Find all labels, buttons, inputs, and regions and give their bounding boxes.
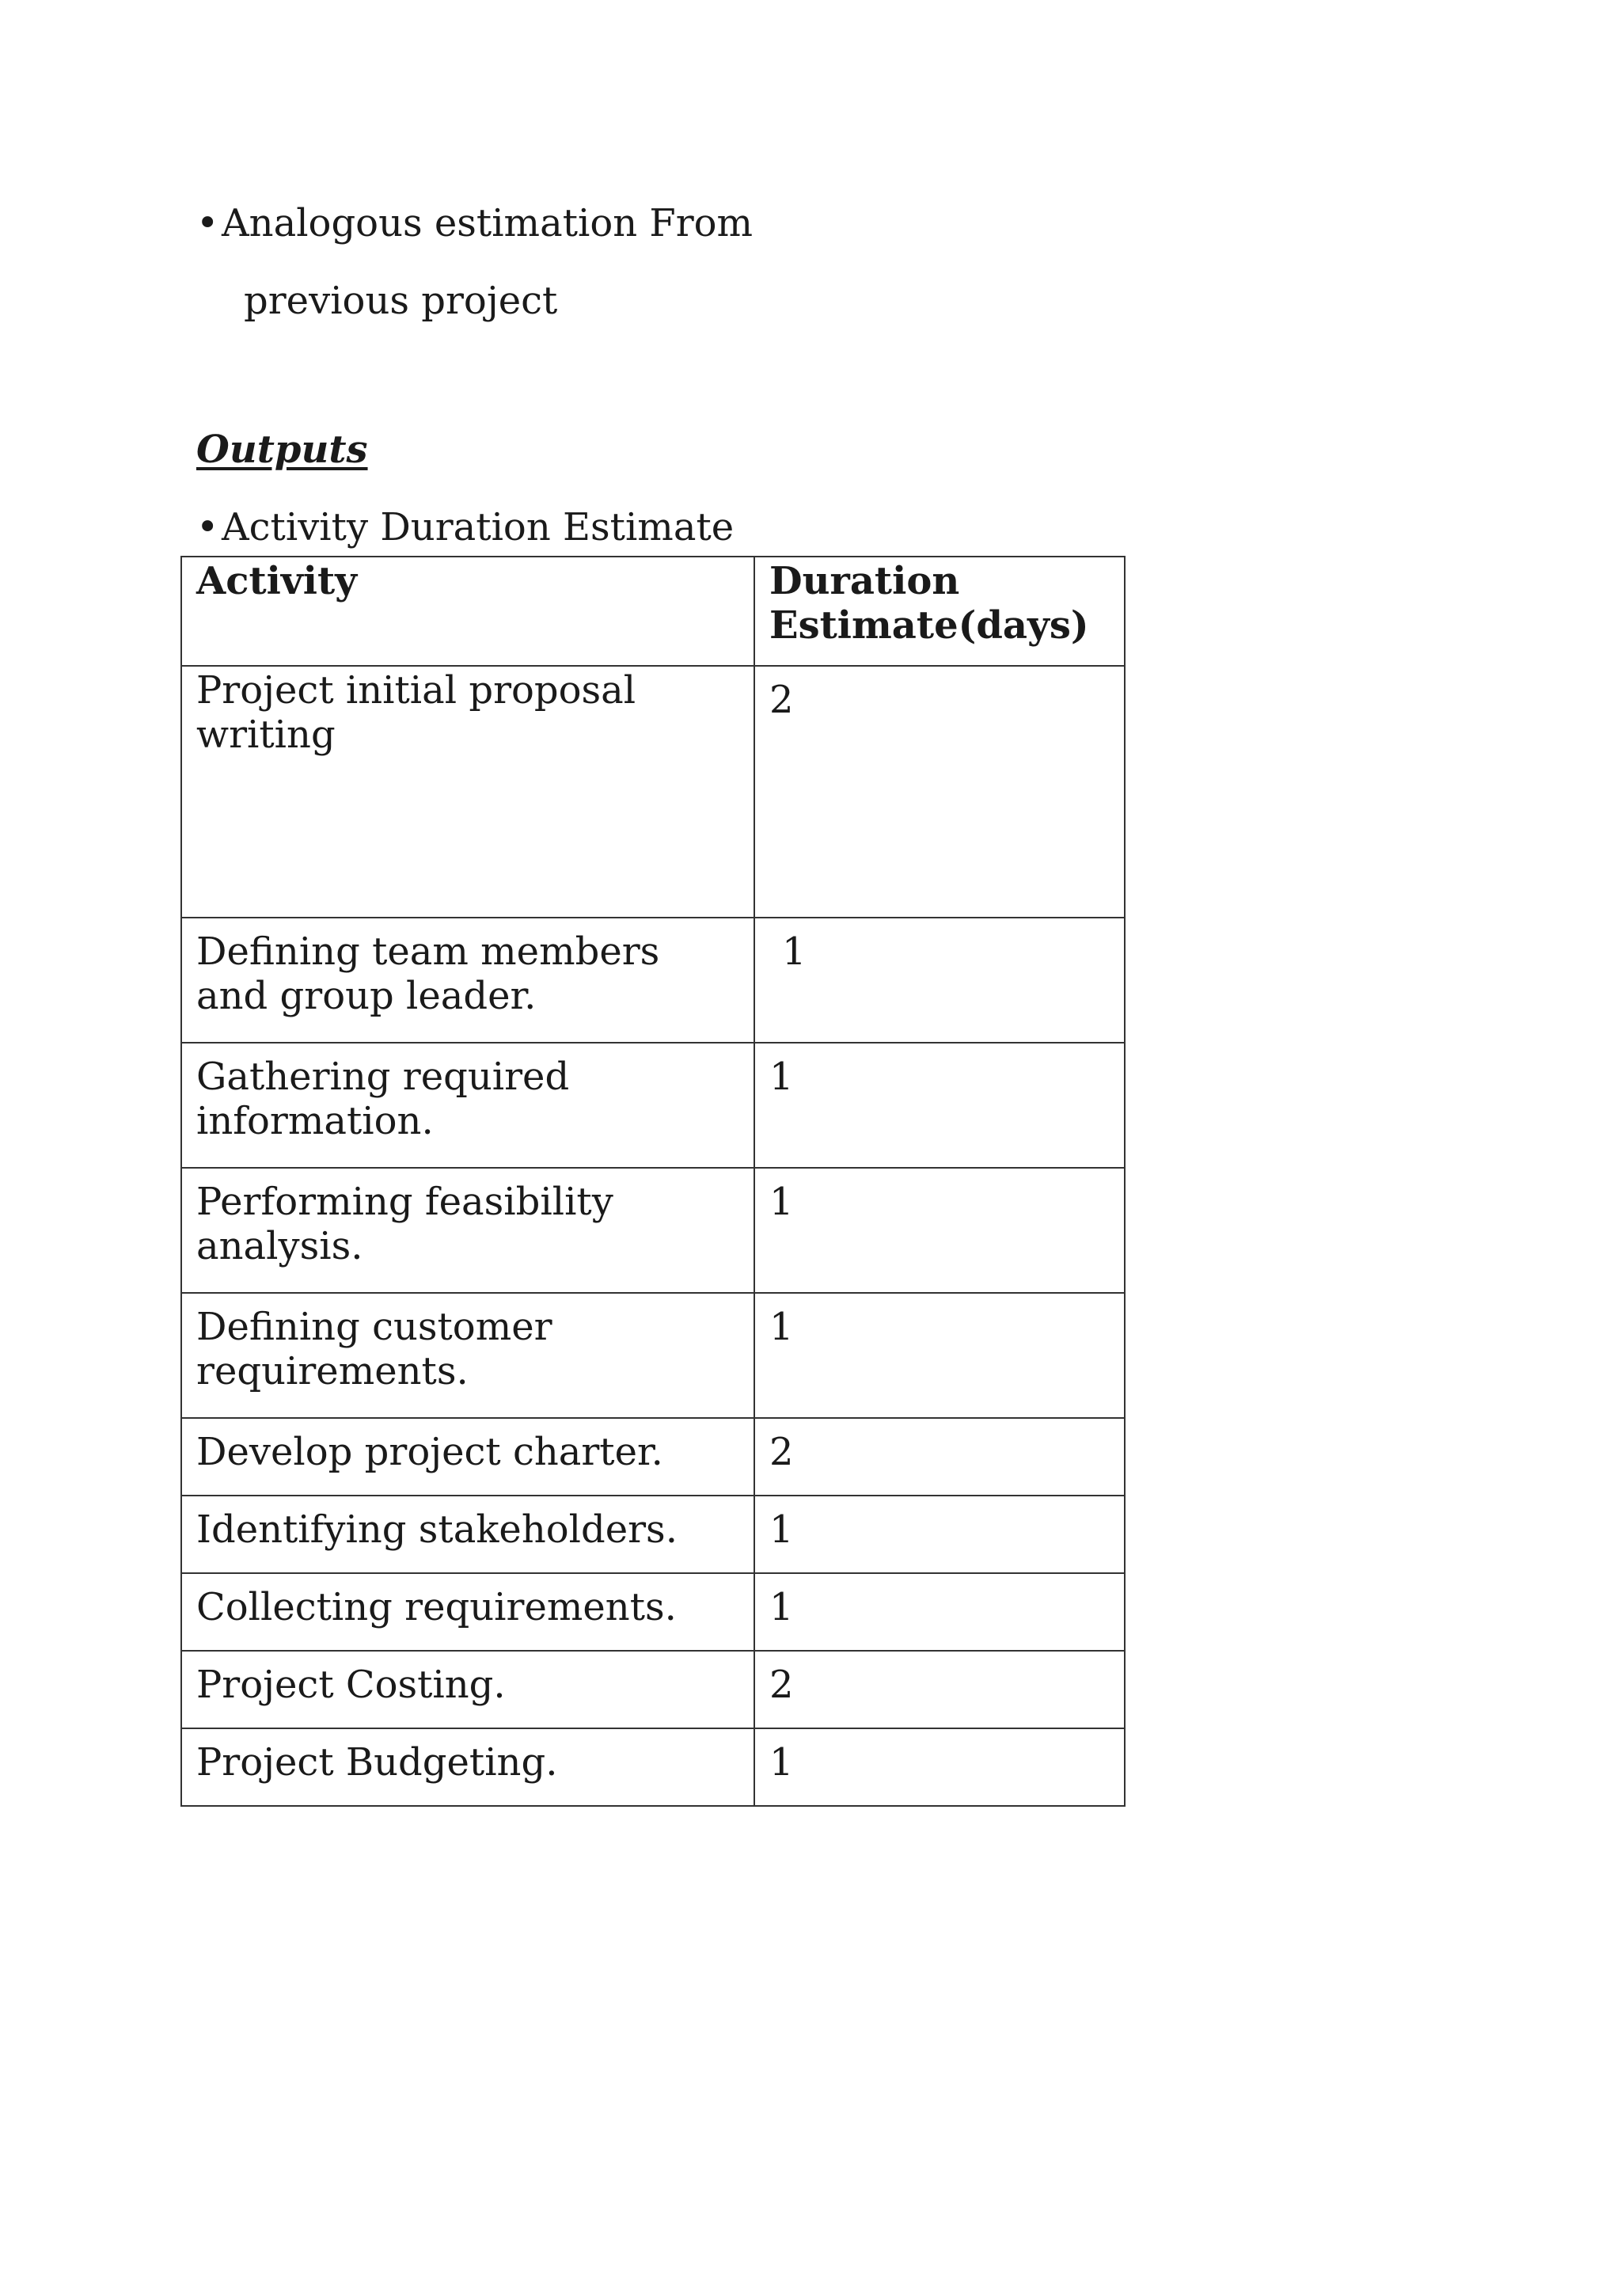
bullet-text: previous project [244, 279, 558, 323]
table-row [181, 1168, 1125, 1293]
table-row [181, 1496, 1125, 1573]
header-activity: Activity [181, 557, 754, 666]
activity-cell: Project Budgeting. [181, 1728, 754, 1806]
activity-cell: Identifying stakeholders. [181, 1496, 754, 1573]
bullet-text: Activity Duration Estimate [222, 505, 735, 549]
duration-cell: 2 [754, 1651, 1125, 1728]
activity-cell: Defining customer requirements. [181, 1293, 754, 1418]
table-row [181, 1418, 1125, 1496]
activity-cell: Project initial proposal writing [181, 666, 754, 918]
table-row [181, 1728, 1125, 1806]
activity-cell: Develop project charter. [181, 1418, 754, 1496]
bullet-dot: • [196, 505, 219, 549]
duration-cell: 1 [754, 1496, 1125, 1573]
duration-cell: 1 [754, 1573, 1125, 1651]
activity-cell: Defining team members and group leader. [181, 918, 754, 1043]
activity-cell: Project Costing. [181, 1651, 754, 1728]
activity-cell: Collecting requirements. [181, 1573, 754, 1651]
activity-cell: Performing feasibility analysis. [181, 1168, 754, 1293]
duration-cell: 2 [754, 666, 1125, 918]
header-duration: Duration Estimate(days) [754, 557, 1125, 666]
bullet-activity-duration-estimate [196, 504, 734, 551]
outputs-heading: Outputs [196, 428, 368, 472]
duration-cell: 2 [754, 1418, 1125, 1496]
duration-estimate-table [180, 556, 1126, 1807]
table-row [181, 1573, 1125, 1651]
bullet-text: Analogous estimation From [222, 201, 754, 245]
bullet-continuation [244, 277, 557, 325]
duration-cell: 1 [754, 918, 1125, 1043]
table-row [181, 1651, 1125, 1728]
bullet-analogous-estimation [196, 200, 753, 247]
table-row [181, 666, 1125, 918]
table-row [181, 1293, 1125, 1418]
table-header-row [181, 557, 1125, 666]
duration-cell: 1 [754, 1293, 1125, 1418]
bullet-dot: • [196, 201, 219, 245]
table-row [181, 1043, 1125, 1168]
table-row [181, 918, 1125, 1043]
duration-cell: 1 [754, 1168, 1125, 1293]
duration-cell: 1 [754, 1043, 1125, 1168]
duration-cell: 1 [754, 1728, 1125, 1806]
activity-cell: Gathering required information. [181, 1043, 754, 1168]
